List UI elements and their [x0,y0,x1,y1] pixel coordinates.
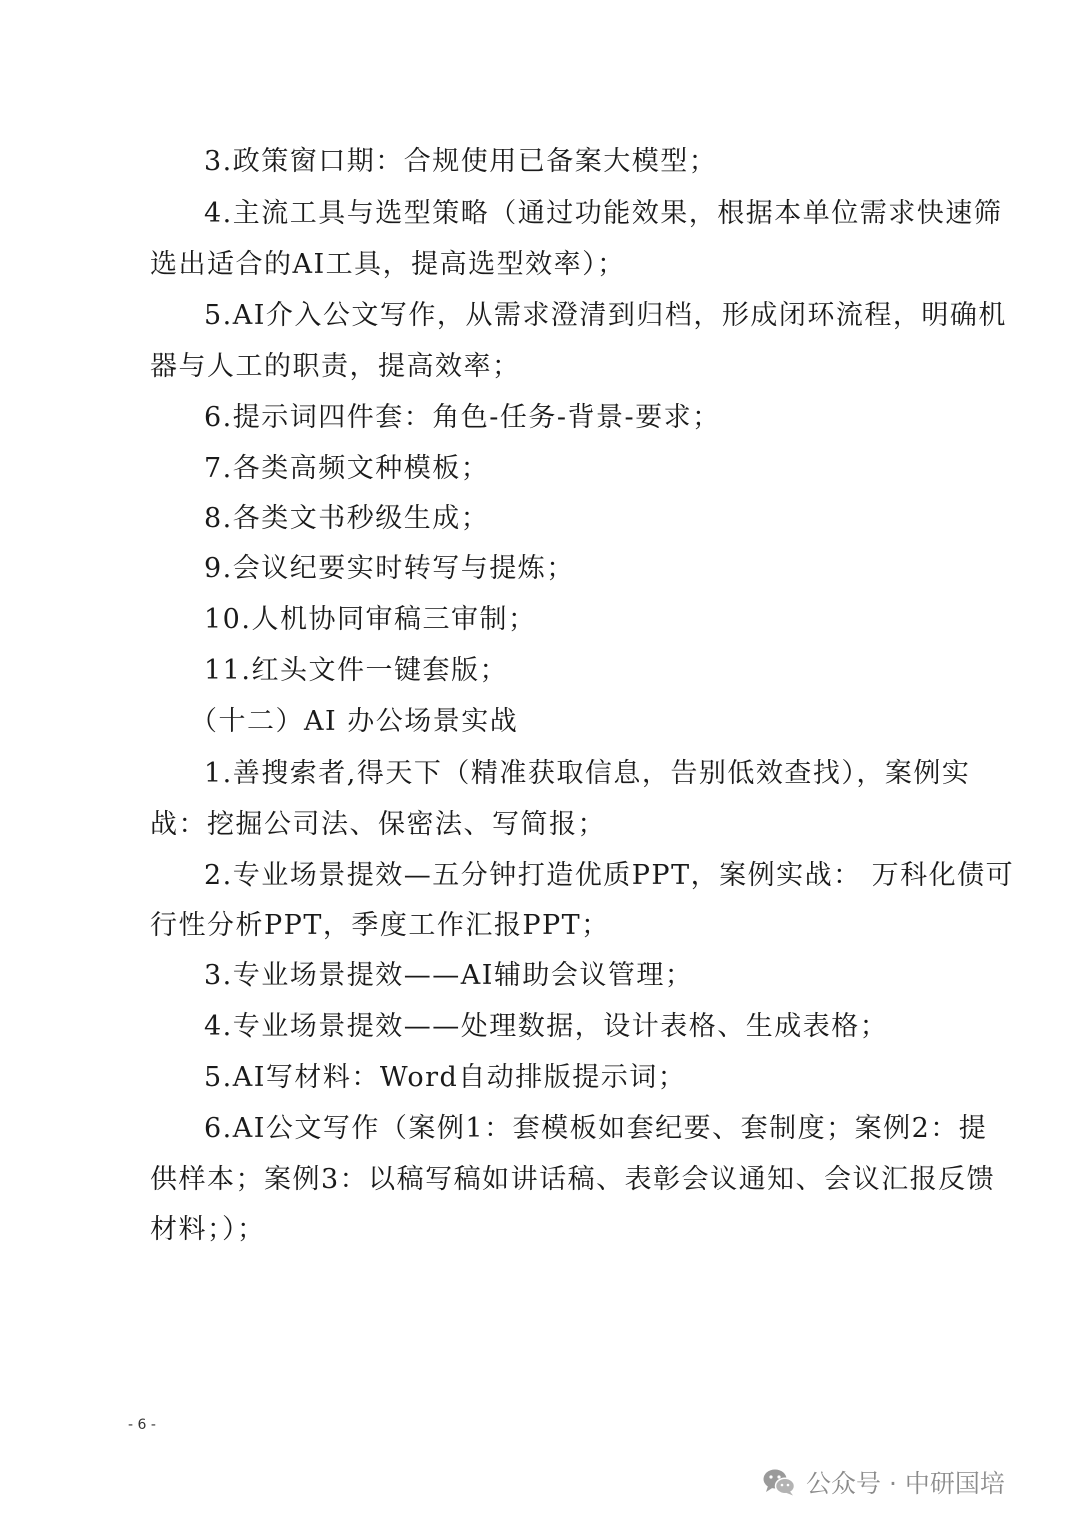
text-line-7: 7.各类高频文种模板； [204,453,490,484]
text-line-6: 6.提示词四件套：角色-任务-背景-要求； [204,402,721,433]
text-line-11: 11.红头文件一键套版； [204,655,508,686]
watermark-text: 公众号 · 中研国培 [806,1469,1005,1498]
text-line-8: 8.各类文书秒级生成； [204,503,490,534]
text-line-21: 供样本；案例3：以稿写稿如讲话稿、表彰会议通知、会议汇报反馈 [150,1164,996,1195]
section-heading: （十二）AI 办公场景实战 [190,706,519,737]
text-line-4: 5.AI介入公文写作，从需求澄清到归档，形成闭环流程，明确机 [204,300,1007,331]
text-line-17: 3.专业场景提效——AI辅助会议管理； [204,960,694,991]
text-line-13: 1.善搜索者,得天下（精准获取信息，告别低效查找），案例实 [204,758,971,789]
watermark [762,1462,1005,1502]
text-line-9: 9.会议纪要实时转写与提炼； [204,553,575,584]
text-line-2: 4.主流工具与选型策略（通过功能效果，根据本单位需求快速筛 [204,198,1003,229]
text-line-20: 6.AI公文写作（案例1：套模板如套纪要、套制度；案例2：提 [204,1113,988,1144]
text-line-15: 2.专业场景提效—五分钟打造优质PPT，案例实战： 万科化债可 [204,860,1015,891]
page-number: - 6 - [128,1417,156,1433]
text-line-10: 10.人机协同审稿三审制； [204,604,537,635]
text-line-19: 5.AI写材料：Word自动排版提示词； [204,1062,687,1093]
text-line-14: 战：挖掘公司法、保密法、写简报； [150,809,606,840]
text-line-5: 器与人工的职责，提高效率； [150,351,521,382]
wechat-icon [762,1467,796,1497]
text-line-22: 材料；）； [150,1214,266,1245]
text-line-16: 行性分析PPT，季度工作汇报PPT； [150,910,610,941]
text-line-1: 3.政策窗口期：合规使用已备案大模型； [204,146,718,177]
text-line-18: 4.专业场景提效——处理数据，设计表格、生成表格； [204,1011,889,1042]
text-line-3: 选出适合的AI工具，提高选型效率）； [150,249,626,280]
